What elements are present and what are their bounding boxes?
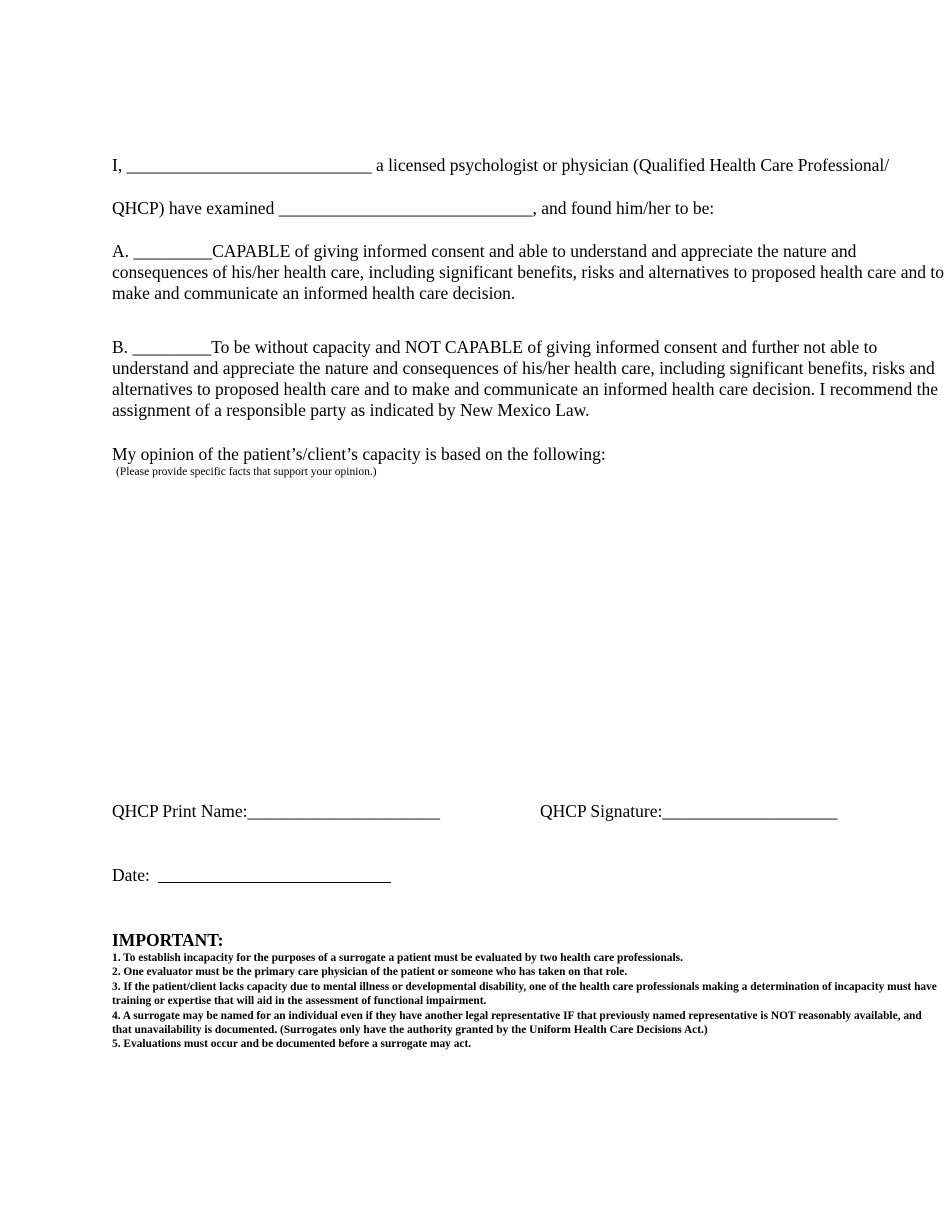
- important-note: 2. One evaluator must be the primary care physician of the patient or someone who has taken on that role.: [112, 966, 628, 979]
- opinion-hint: (Please provide specific facts that support your opinion.): [116, 466, 377, 478]
- date-underline: [158, 882, 391, 883]
- intro-line-patient: QHCP) have examined _____________________________, and found him/her to be:: [112, 198, 715, 218]
- opinion-label: My opinion of the patient’s/client’s capacity is based on the following:: [112, 444, 606, 464]
- date-label: Date:: [112, 865, 150, 885]
- important-note: 1. To establish incapacity for the purposes of a surrogate a patient must be evaluated by two health care professionals.: [112, 952, 683, 964]
- signature-field: QHCP Signature:____________________: [540, 801, 838, 821]
- intro-line-examiner: I, ____________________________ a licensed psychologist or physician (Qualified Health Care Professional/: [112, 155, 890, 175]
- important-note: 4. A surrogate may be named for an individual even if they have another legal representative IF that previously named representative is NOT reasonably available, and that unavailability is documented. (Surrogates only have the authority granted by the Uniform Health Care Decisions Act.): [112, 1009, 922, 1037]
- print-name-field: QHCP Print Name:______________________: [112, 801, 440, 821]
- option-b-not-capable: B. _________To be without capacity and NOT CAPABLE of giving informed consent and further not able to understand and appreciate the nature and consequences of his/her health care, including significant benefits, risks and alternatives to proposed health care and to make and communicate an informed health care decision. I recommend the assignment of a responsible party as indicated by New Mexico Law.: [112, 337, 939, 420]
- important-note: 5. Evaluations must occur and be documented before a surrogate may act.: [112, 1038, 472, 1051]
- option-a-capable: A. _________CAPABLE of giving informed consent and able to understand and appreciate the nature and consequences of his/her health care, including significant benefits, risks and alternatives to proposed health care and to make and communicate an informed health care decision.: [112, 241, 944, 303]
- important-note: 3. If the patient/client lacks capacity due to mental illness or developmental disability, one of the health care professionals making a determination of incapacity must have training or expertise that will aid in the assessment of functional impairment.: [112, 980, 937, 1008]
- important-heading: IMPORTANT:: [112, 930, 224, 950]
- important-notes: [112, 951, 942, 1052]
